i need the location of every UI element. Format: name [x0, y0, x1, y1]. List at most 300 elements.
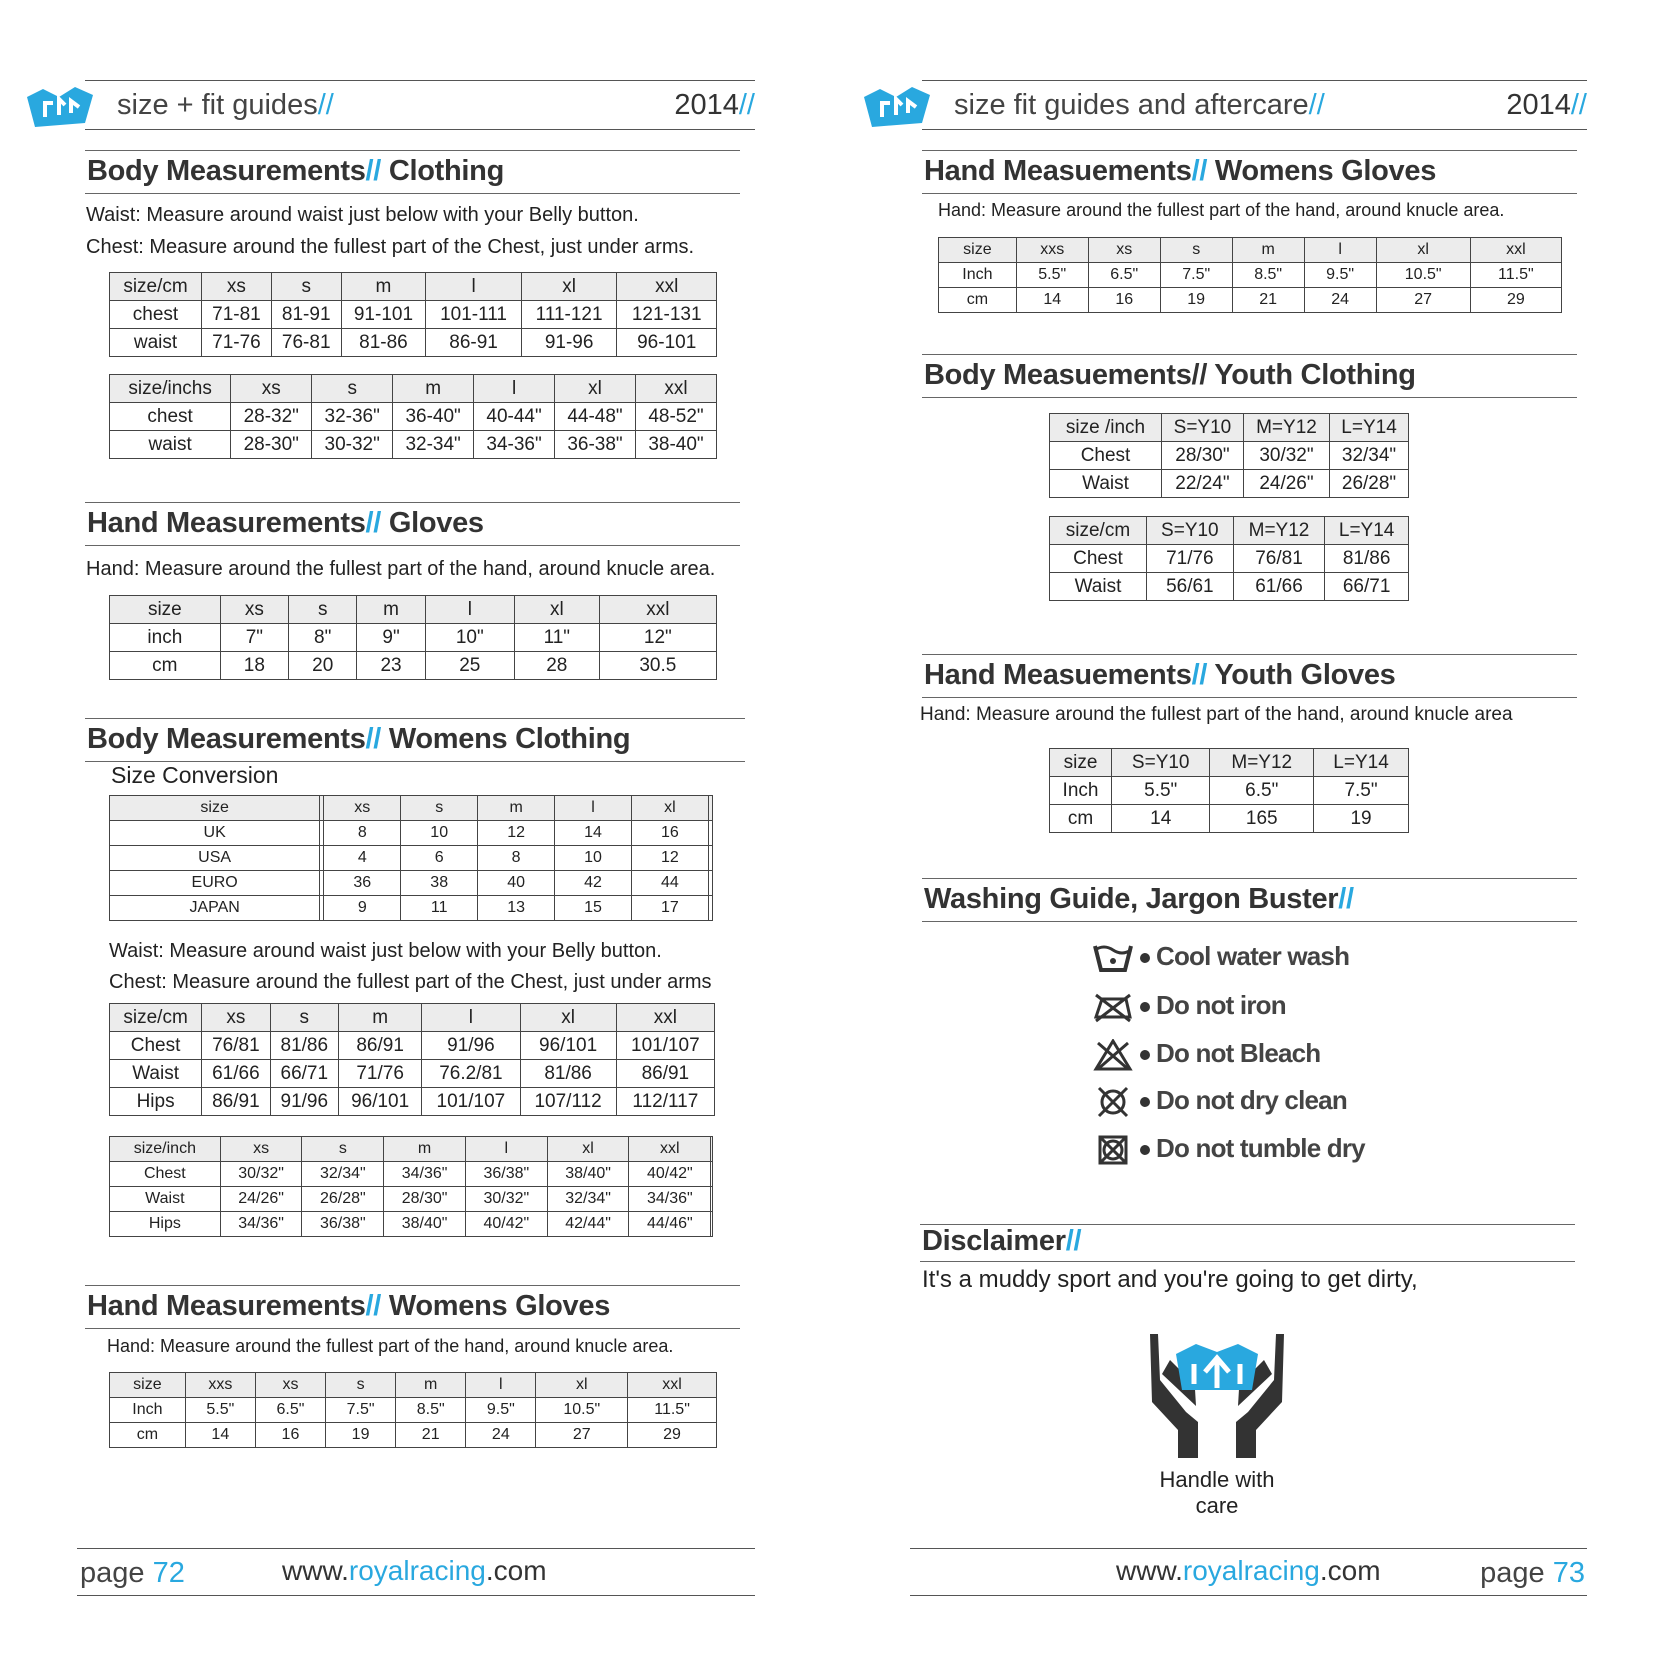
table-cell: s — [271, 273, 341, 301]
youth-inch-table — [1049, 413, 1409, 498]
table-cell: 9 — [324, 896, 401, 921]
table-cell: 23 — [357, 652, 425, 680]
table-cell: cm — [1050, 805, 1112, 833]
table-cell: Waist — [1050, 573, 1147, 601]
table-row — [110, 1187, 713, 1212]
table-row — [939, 288, 1562, 313]
table-cell: xxs — [185, 1373, 255, 1398]
table-header-row — [1050, 749, 1409, 777]
table-cell — [708, 821, 712, 846]
table-cell: 26/28" — [302, 1187, 384, 1212]
clothing-cm-table — [109, 272, 717, 357]
table-cell: 12 — [478, 821, 555, 846]
table-cell: 30/32" — [1243, 442, 1329, 470]
table-cell: 40/42" — [465, 1212, 547, 1237]
wash-item-no-dry-clean: Do not dry clean — [1092, 1085, 1347, 1119]
table-cell: 28/30" — [1162, 442, 1244, 470]
table-row — [1050, 442, 1409, 470]
table-cell: 8 — [478, 846, 555, 871]
size-conversion-title: Size Conversion — [111, 762, 279, 788]
table-cell: 8.5" — [1232, 263, 1304, 288]
table-row — [110, 652, 717, 680]
table-cell: 71/76 — [338, 1060, 421, 1088]
table-cell: 56/61 — [1146, 573, 1233, 601]
table-cell: m — [357, 596, 425, 624]
youth-gloves-table — [1049, 748, 1409, 833]
table-cell: l — [422, 1004, 520, 1032]
page-header — [85, 80, 755, 130]
table-row — [110, 301, 717, 329]
table-cell: xs — [1088, 238, 1160, 263]
table-cell: size/cm — [110, 1004, 202, 1032]
table-cell: 30/32" — [465, 1187, 547, 1212]
royal-logo-icon — [23, 83, 97, 131]
table-cell: 11.5" — [628, 1398, 717, 1423]
table-cell: 32-36" — [312, 403, 393, 431]
table-cell: 9.5" — [466, 1398, 536, 1423]
table-cell: 7.5" — [1160, 263, 1232, 288]
youth-cm-table — [1049, 516, 1409, 601]
wash-item-cool-water: Cool water wash — [1092, 941, 1349, 975]
table-cell: L=Y14 — [1330, 414, 1409, 442]
table-cell: cm — [939, 288, 1017, 313]
table-cell: 34-36" — [474, 431, 555, 459]
table-cell: 8.5" — [396, 1398, 466, 1423]
table-cell: 91/96 — [270, 1088, 338, 1116]
table-cell: l — [555, 796, 632, 821]
table-cell: 16 — [1088, 288, 1160, 313]
table-row — [110, 329, 717, 357]
table-cell: s — [401, 796, 478, 821]
table-cell: 44/46" — [629, 1212, 711, 1237]
table-cell: Inch — [1050, 777, 1112, 805]
table-cell: 30/32" — [220, 1162, 302, 1187]
table-cell: 76/81 — [202, 1032, 270, 1060]
table-cell: l — [1304, 238, 1376, 263]
table-row — [110, 403, 717, 431]
table-cell: xl — [520, 1004, 616, 1032]
table-row — [110, 1060, 715, 1088]
table-cell: m — [384, 1137, 466, 1162]
section-youth-clothing — [922, 354, 1577, 398]
table-cell: Chest — [1050, 442, 1162, 470]
table-cell: 32/34" — [547, 1187, 629, 1212]
table-cell: Chest — [110, 1162, 221, 1187]
table-cell: 11 — [401, 896, 478, 921]
table-cell: 81-91 — [271, 301, 341, 329]
table-cell: 10.5" — [536, 1398, 628, 1423]
section-womens-clothing — [85, 718, 745, 762]
section-title: Body Measurements// Clothing — [87, 155, 504, 187]
table-cell: Waist — [110, 1060, 202, 1088]
table-cell: 81-86 — [341, 329, 426, 357]
wash-icon — [1092, 942, 1134, 974]
table-row — [1050, 777, 1409, 805]
table-cell: 7.5" — [1314, 777, 1409, 805]
table-row — [110, 846, 713, 871]
table-cell: 17 — [631, 896, 708, 921]
table-cell: 14 — [1016, 288, 1088, 313]
section-title: Hand Measuements// Youth Gloves — [924, 659, 1396, 691]
table-cell: cm — [110, 652, 221, 680]
gloves-table — [109, 595, 717, 680]
table-cell: 27 — [536, 1423, 628, 1448]
table-cell: 34/36" — [629, 1187, 711, 1212]
table-cell: size — [110, 596, 221, 624]
table-cell: size/cm — [110, 273, 202, 301]
table-header-row — [110, 1373, 717, 1398]
table-cell: m — [478, 796, 555, 821]
table-cell: size/inch — [110, 1137, 221, 1162]
table-cell: S=Y10 — [1112, 749, 1210, 777]
table-row — [110, 1398, 717, 1423]
table-header-row — [110, 1137, 713, 1162]
header-title: size fit guides and aftercare// — [954, 89, 1325, 121]
table-cell: S=Y10 — [1146, 517, 1233, 545]
section-womens-gloves — [85, 1285, 740, 1329]
table-cell: 36-40" — [393, 403, 474, 431]
table-cell: chest — [110, 301, 202, 329]
table-cell: s — [326, 1373, 396, 1398]
section-womens-gloves — [922, 150, 1577, 194]
table-cell: 16 — [631, 821, 708, 846]
table-cell: xs — [202, 1004, 270, 1032]
table-cell: 101/107 — [422, 1088, 520, 1116]
section-title: Disclaimer// — [922, 1225, 1082, 1257]
table-cell: xl — [631, 796, 708, 821]
table-cell: 81/86 — [1325, 545, 1409, 573]
table-cell: 91/96 — [422, 1032, 520, 1060]
table-cell: l — [465, 1137, 547, 1162]
table-cell: 5.5" — [1016, 263, 1088, 288]
table-cell: 96/101 — [338, 1088, 421, 1116]
table-cell: size/inchs — [110, 375, 231, 403]
table-cell: 19 — [1314, 805, 1409, 833]
table-cell: xl — [521, 273, 617, 301]
table-cell: 34/36" — [384, 1162, 466, 1187]
table-cell: 36/38" — [302, 1212, 384, 1237]
table-cell: 28-32" — [231, 403, 312, 431]
table-cell — [708, 796, 712, 821]
table-cell: waist — [110, 431, 231, 459]
table-cell: xs — [202, 273, 272, 301]
table-cell: m — [341, 273, 426, 301]
table-cell: 32/34" — [302, 1162, 384, 1187]
table-cell: 81/86 — [520, 1060, 616, 1088]
table-cell: 25 — [425, 652, 514, 680]
website-link[interactable]: www.royalracing.com — [1116, 1555, 1381, 1586]
womens-gloves-table — [109, 1372, 717, 1448]
table-cell: 8" — [289, 624, 357, 652]
table-row — [110, 1423, 717, 1448]
wash-item-no-iron: Do not iron — [1092, 990, 1286, 1024]
table-cell: JAPAN — [110, 896, 320, 921]
table-cell: 40 — [478, 871, 555, 896]
table-cell: size — [939, 238, 1017, 263]
table-cell: 27 — [1376, 288, 1470, 313]
website-link[interactable]: www.royalracing.com — [282, 1555, 547, 1586]
page-header — [922, 80, 1587, 130]
table-cell: 107/112 — [520, 1088, 616, 1116]
table-cell: 24 — [466, 1423, 536, 1448]
table-cell: 6.5" — [1088, 263, 1160, 288]
table-cell: xl — [1376, 238, 1470, 263]
table-cell: s — [270, 1004, 338, 1032]
table-cell: 8 — [324, 821, 401, 846]
table-cell — [708, 846, 712, 871]
table-cell: xxl — [628, 1373, 717, 1398]
table-cell: waist — [110, 329, 202, 357]
table-cell: 42 — [555, 871, 632, 896]
table-cell: 66/71 — [270, 1060, 338, 1088]
table-cell: m — [393, 375, 474, 403]
no-dry-clean-icon — [1092, 1086, 1134, 1118]
table-row — [939, 263, 1562, 288]
table-cell: 76/81 — [1233, 545, 1325, 573]
table-cell: 101/107 — [616, 1032, 714, 1060]
header-year: 2014// — [674, 89, 755, 121]
section-title: Hand Measurements// Womens Gloves — [87, 1290, 611, 1322]
table-cell: 7" — [220, 624, 288, 652]
table-cell: Hips — [110, 1088, 202, 1116]
table-cell: 30-32" — [312, 431, 393, 459]
table-header-row — [1050, 517, 1409, 545]
table-row — [1050, 470, 1409, 498]
page-number: page 73 — [1480, 1557, 1585, 1589]
table-cell: 101-111 — [426, 301, 522, 329]
table-row — [110, 1088, 715, 1116]
table-cell: 15 — [555, 896, 632, 921]
table-cell: cm — [110, 1423, 186, 1448]
table-cell: xl — [547, 1137, 629, 1162]
table-cell: xl — [555, 375, 636, 403]
chest-instruction: Chest: Measure around the fullest part of the Chest, just under arms. — [86, 236, 695, 258]
table-cell: 11" — [514, 624, 599, 652]
table-cell: 19 — [326, 1423, 396, 1448]
no-tumble-dry-icon — [1092, 1134, 1134, 1166]
table-row — [110, 1212, 713, 1237]
size-conversion-table — [109, 795, 713, 921]
table-row — [110, 624, 717, 652]
royal-logo-icon — [860, 83, 934, 131]
table-cell: size /inch — [1050, 414, 1162, 442]
table-cell: 11.5" — [1470, 263, 1561, 288]
table-cell: m — [1232, 238, 1304, 263]
table-cell: xs — [255, 1373, 325, 1398]
table-cell: 10.5" — [1376, 263, 1470, 288]
table-cell: 5.5" — [185, 1398, 255, 1423]
table-row — [110, 821, 713, 846]
table-cell — [711, 1137, 713, 1162]
care-caption-line1: Handle with — [1159, 1467, 1275, 1492]
section-youth-gloves — [922, 654, 1577, 698]
table-header-row — [939, 238, 1562, 263]
table-cell: 19 — [1160, 288, 1232, 313]
page-footer — [77, 1548, 755, 1596]
table-cell: 9" — [357, 624, 425, 652]
table-cell: 76-81 — [271, 329, 341, 357]
table-cell: M=Y12 — [1233, 517, 1325, 545]
table-cell: Waist — [110, 1187, 221, 1212]
table-cell — [711, 1162, 713, 1187]
table-cell: s — [302, 1137, 384, 1162]
table-cell: M=Y12 — [1210, 749, 1314, 777]
table-cell: 38/40" — [547, 1162, 629, 1187]
table-cell: 71/76 — [1146, 545, 1233, 573]
table-cell: inch — [110, 624, 221, 652]
table-cell: 44 — [631, 871, 708, 896]
table-cell: xxl — [635, 375, 716, 403]
table-cell: EURO — [110, 871, 320, 896]
table-cell: 21 — [396, 1423, 466, 1448]
table-cell: 10 — [555, 846, 632, 871]
table-cell: 14 — [185, 1423, 255, 1448]
table-cell: 10" — [425, 624, 514, 652]
wash-item-no-bleach: Do not Bleach — [1092, 1038, 1320, 1072]
table-cell: 36/38" — [465, 1162, 547, 1187]
table-cell: 96-101 — [617, 329, 717, 357]
table-cell: Hips — [110, 1212, 221, 1237]
table-cell: s — [312, 375, 393, 403]
table-cell: 42/44" — [547, 1212, 629, 1237]
table-cell: l — [466, 1373, 536, 1398]
table-cell: 86-91 — [426, 329, 522, 357]
youth-hand-instruction: Hand: Measure around the fullest part of the hand, around knucle area — [920, 704, 1513, 725]
table-cell — [711, 1212, 713, 1237]
table-cell: Inch — [939, 263, 1017, 288]
table-cell: 6 — [401, 846, 478, 871]
table-row — [110, 896, 713, 921]
table-cell: xs — [220, 596, 288, 624]
page-footer — [910, 1548, 1587, 1596]
table-header-row — [110, 273, 717, 301]
section-title: Hand Measuements// Womens Gloves — [924, 155, 1437, 187]
table-cell: m — [338, 1004, 421, 1032]
table-row — [110, 1032, 715, 1060]
table-cell: 61/66 — [1233, 573, 1325, 601]
page-number: page 72 — [80, 1557, 185, 1589]
table-cell: 32-34" — [393, 431, 474, 459]
no-bleach-icon — [1092, 1039, 1134, 1071]
table-cell: 66/71 — [1325, 573, 1409, 601]
table-row — [1050, 573, 1409, 601]
table-cell: xs — [231, 375, 312, 403]
section-washing-guide — [922, 878, 1577, 922]
table-header-row — [110, 375, 717, 403]
header-year: 2014// — [1506, 89, 1587, 121]
table-cell: 91-96 — [521, 329, 617, 357]
table-cell: 13 — [478, 896, 555, 921]
table-cell: 40/42" — [629, 1162, 711, 1187]
table-row — [1050, 545, 1409, 573]
table-cell: 21 — [1232, 288, 1304, 313]
table-cell: l — [474, 375, 555, 403]
table-cell: 22/24" — [1162, 470, 1244, 498]
table-cell: 71-76 — [202, 329, 272, 357]
table-cell: M=Y12 — [1243, 414, 1329, 442]
table-cell: L=Y14 — [1325, 517, 1409, 545]
womens-chest-instruction: Chest: Measure around the fullest part of the Chest, just under arms — [109, 971, 712, 993]
section-disclaimer — [920, 1224, 1575, 1262]
table-cell: 24/26" — [1243, 470, 1329, 498]
table-cell: 165 — [1210, 805, 1314, 833]
table-cell: m — [396, 1373, 466, 1398]
table-row — [1050, 805, 1409, 833]
header-title: size + fit guides// — [117, 89, 334, 121]
table-cell: 6.5" — [255, 1398, 325, 1423]
womens-hand-instruction: Hand: Measure around the fullest part of the hand, around knucle area. — [938, 200, 1505, 220]
table-cell: 14 — [555, 821, 632, 846]
table-cell: 26/28" — [1330, 470, 1409, 498]
table-cell: Chest — [1050, 545, 1147, 573]
table-cell: 28-30" — [231, 431, 312, 459]
table-cell: 40-44" — [474, 403, 555, 431]
table-cell: 24 — [1304, 288, 1376, 313]
womens-hand-instruction: Hand: Measure around the fullest part of the hand, around knucle area. — [107, 1336, 674, 1356]
table-cell: 86/91 — [338, 1032, 421, 1060]
table-cell: L=Y14 — [1314, 749, 1409, 777]
table-cell: 9.5" — [1304, 263, 1376, 288]
table-cell: s — [1160, 238, 1232, 263]
table-cell: 4 — [324, 846, 401, 871]
table-cell: 86/91 — [202, 1088, 270, 1116]
table-cell: s — [289, 596, 357, 624]
table-header-row — [110, 1004, 715, 1032]
table-cell: 24/26" — [220, 1187, 302, 1212]
table-cell: size — [1050, 749, 1112, 777]
table-cell: 38/40" — [384, 1212, 466, 1237]
table-header-row — [1050, 414, 1409, 442]
womens-inch-table — [109, 1136, 713, 1237]
table-cell: 91-101 — [341, 301, 426, 329]
table-cell: 12" — [599, 624, 716, 652]
table-cell: Inch — [110, 1398, 186, 1423]
womens-cm-table — [109, 1003, 715, 1116]
table-cell: xxl — [616, 1004, 714, 1032]
table-cell: size/cm — [1050, 517, 1147, 545]
table-cell: 29 — [1470, 288, 1561, 313]
wash-item-no-tumble-dry: Do not tumble dry — [1092, 1133, 1365, 1167]
table-cell: 81/86 — [270, 1032, 338, 1060]
table-cell: xxl — [629, 1137, 711, 1162]
table-cell: 111-121 — [521, 301, 617, 329]
table-cell: 7.5" — [326, 1398, 396, 1423]
no-iron-icon — [1092, 991, 1134, 1023]
table-cell: 71-81 — [202, 301, 272, 329]
section-body-clothing — [85, 150, 740, 194]
table-cell: 20 — [289, 652, 357, 680]
table-cell: Waist — [1050, 470, 1162, 498]
section-title: Body Measuements// Youth Clothing — [924, 359, 1416, 391]
table-cell — [711, 1187, 713, 1212]
table-cell: 36 — [324, 871, 401, 896]
table-header-row — [110, 596, 717, 624]
table-cell: USA — [110, 846, 320, 871]
right-page — [827, 0, 1654, 1654]
table-cell: 30.5 — [599, 652, 716, 680]
table-cell: 112/117 — [616, 1088, 714, 1116]
table-cell: UK — [110, 821, 320, 846]
waist-instruction: Waist: Measure around waist just below with your Belly button. — [86, 204, 639, 226]
section-title: Body Measurements// Womens Clothing — [87, 723, 631, 755]
table-cell — [708, 896, 712, 921]
section-hand-gloves — [85, 502, 740, 546]
table-cell: 34/36" — [220, 1212, 302, 1237]
table-cell: l — [426, 273, 522, 301]
table-cell: xs — [220, 1137, 302, 1162]
table-cell: 44-48" — [555, 403, 636, 431]
section-title: Hand Measurements// Gloves — [87, 507, 484, 539]
